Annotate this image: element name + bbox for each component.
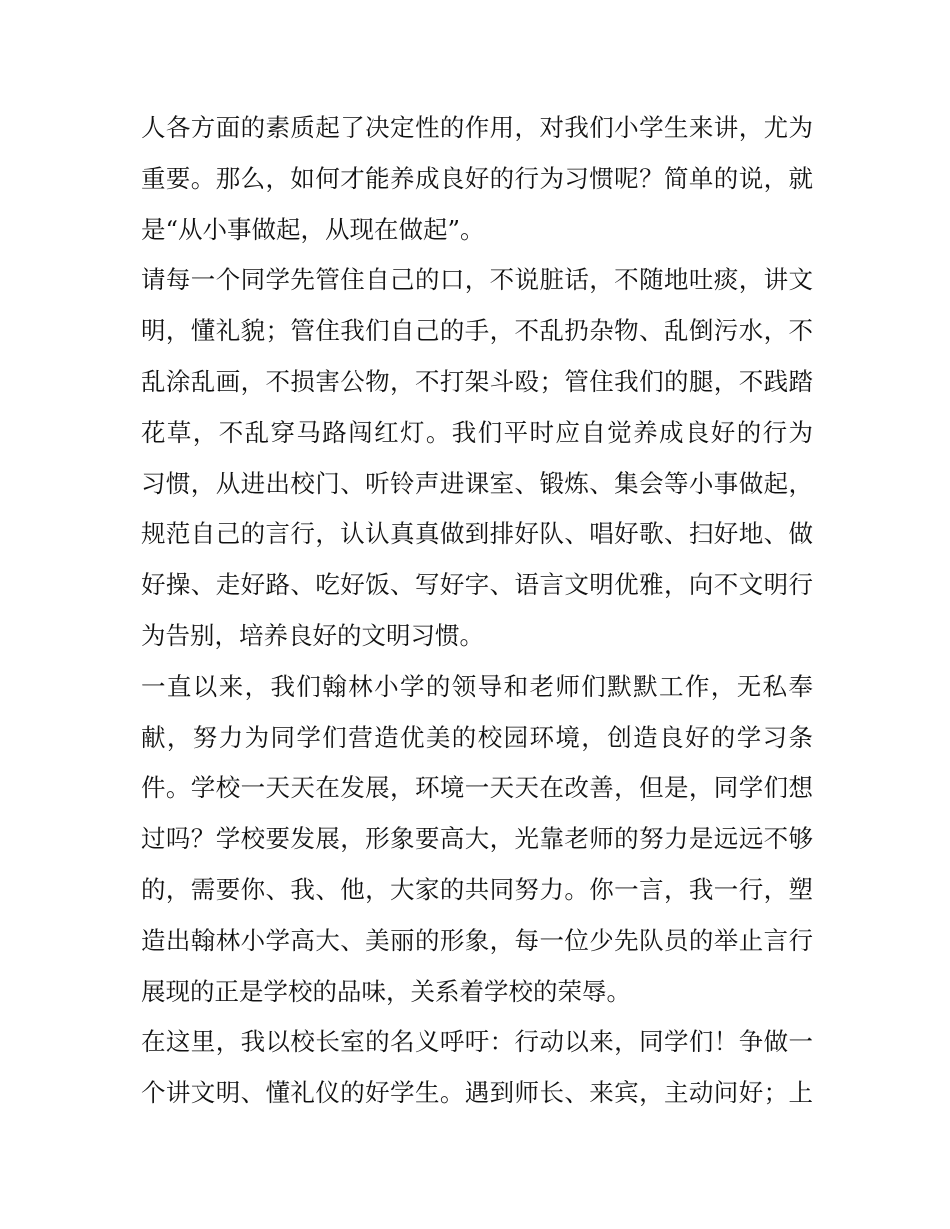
text-line: 献，努力为同学们营造优美的校园环境，创造良好的学习条 — [141, 722, 813, 752]
text-line: 花草，不乱穿马路闯红灯。我们平时应自觉养成良好的行为 — [141, 417, 813, 447]
text-line: 个讲文明、懂礼仪的好学生。遇到师长、来宾，主动问好；上 — [141, 1078, 813, 1108]
text-line: 一直以来，我们翰林小学的领导和老师们默默工作，无私奉 — [141, 671, 813, 701]
paragraph-3 — [141, 662, 813, 1018]
text-line: 明，懂礼貌；管住我们自己的手，不乱扔杂物、乱倒污水，不 — [141, 316, 813, 346]
text-line: 过吗？学校要发展，形象要高大，光靠老师的努力是远远不够 — [141, 824, 813, 854]
text-line: 人各方面的素质起了决定性的作用，对我们小学生来讲，尤为 — [141, 113, 813, 142]
text-line: 乱涂乱画，不损害公物，不打架斗殴；管住我们的腿，不践踏 — [141, 366, 813, 396]
text-line: 请每一个同学先管住自己的口，不说脏话，不随地吐痰，讲文 — [141, 265, 813, 295]
paragraph-1 — [141, 103, 813, 255]
text-line: 件。学校一天天在发展，环境一天天在改善，但是，同学们想 — [141, 773, 813, 803]
text-line: 是“从小事做起，从现在做起”。 — [141, 214, 485, 244]
paragraph-2 — [141, 255, 813, 661]
text-line: 在这里，我以校长室的名义呼吁：行动以来，同学们！争做一 — [141, 1027, 813, 1057]
text-line: 为告别，培养良好的文明习惯。 — [141, 620, 484, 650]
text-line: 的，需要你、我、他，大家的共同努力。你一言，我一行，塑 — [141, 874, 813, 904]
document-body — [141, 103, 813, 1119]
paragraph-4 — [141, 1017, 813, 1119]
text-line: 造出翰林小学高大、美丽的形象，每一位少先队员的举止言行 — [141, 925, 813, 955]
text-line: 习惯，从进出校门、听铃声进课室、锻炼、集会等小事做起， — [141, 468, 813, 498]
text-line: 规范自己的言行，认认真真做到排好队、唱好歌、扫好地、做 — [141, 519, 813, 549]
text-line: 重要。那么，如何才能养成良好的行为习惯呢？简单的说，就 — [141, 163, 813, 193]
text-line: 展现的正是学校的品味，关系着学校的荣辱。 — [141, 976, 631, 1006]
text-line: 好操、走好路、吃好饭、写好字、语言文明优雅，向不文明行 — [141, 570, 813, 600]
